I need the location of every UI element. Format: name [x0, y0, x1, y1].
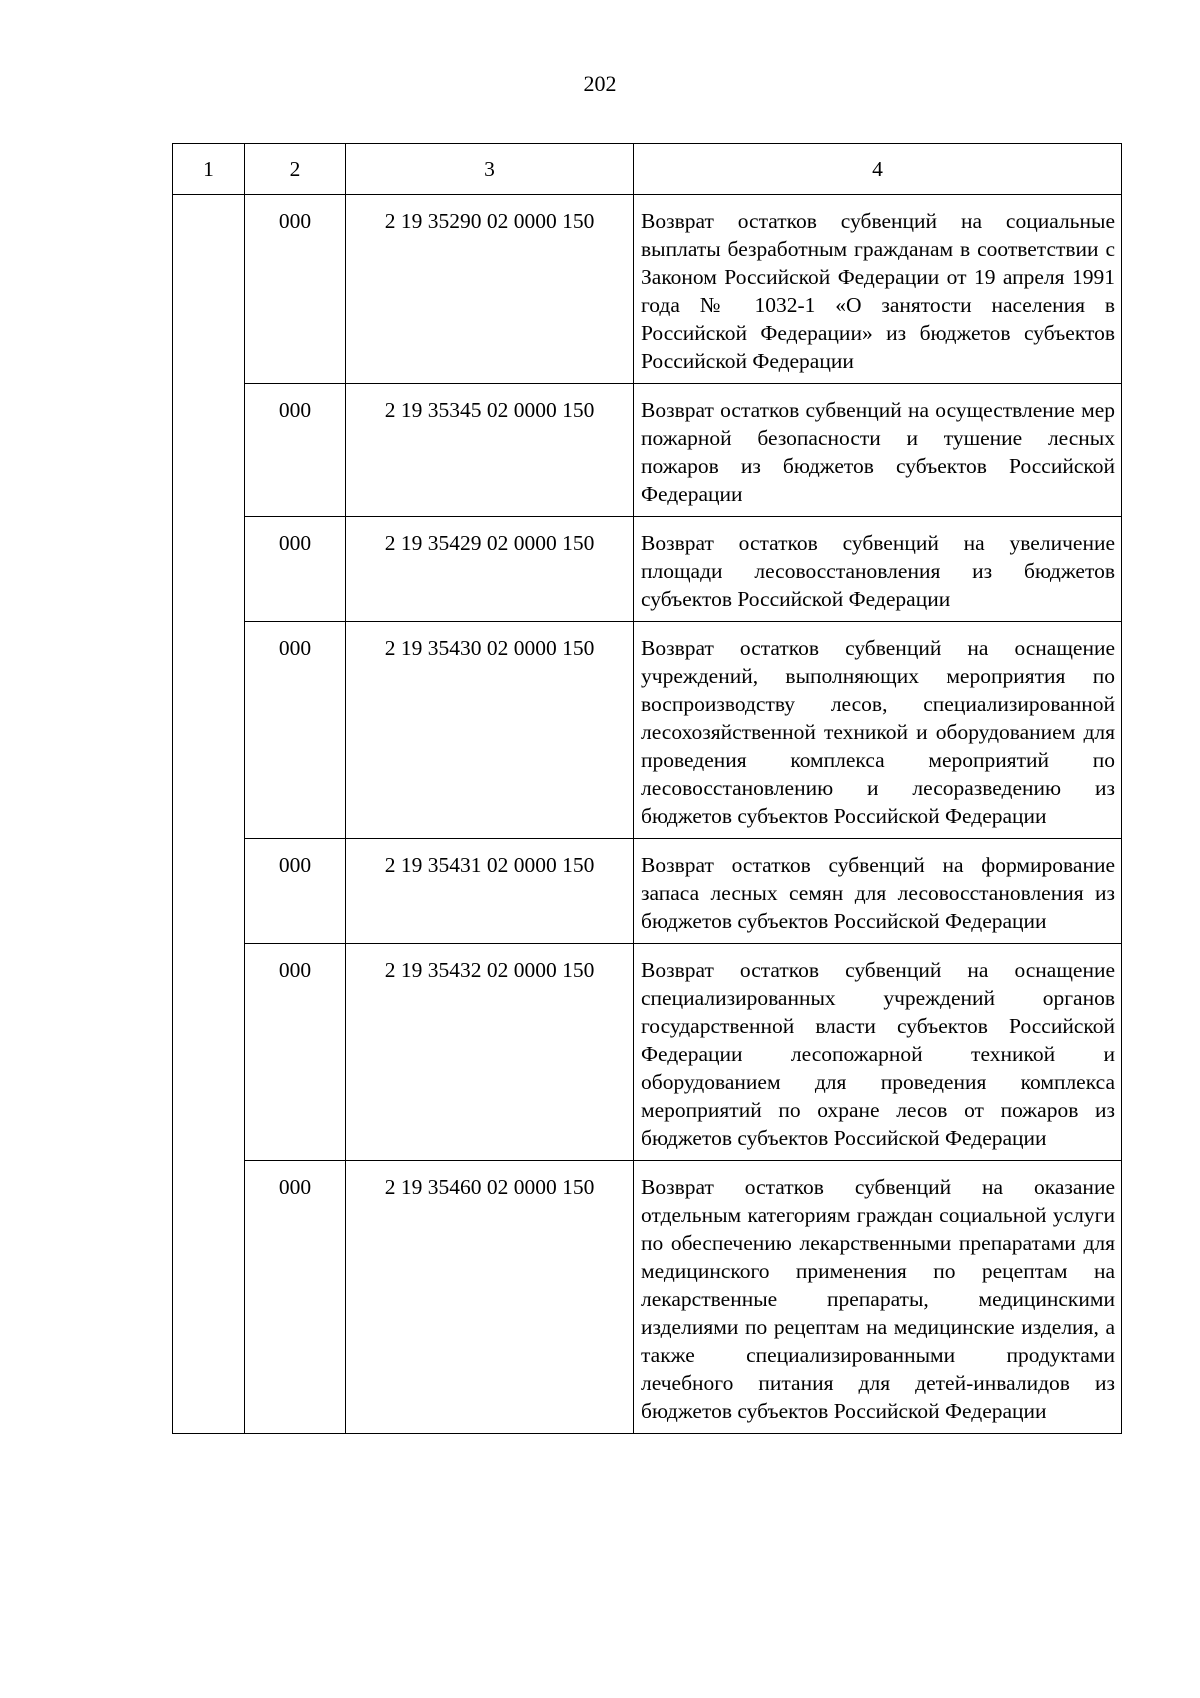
table-row [173, 195, 1122, 384]
table-row [173, 517, 1122, 622]
header-col-2: 2 [245, 144, 346, 195]
description-cell: Возврат остатков субвенций на формирование запаса лесных семян для лесовосстановления из бюджетов субъектов Российской Федерации [634, 839, 1122, 944]
budget-code-cell: 2 19 35432 02 0000 150 [346, 944, 634, 1161]
table-row [173, 839, 1122, 944]
description-cell: Возврат остатков субвенций на осуществление мер пожарной безопасности и тушение лесных пожаров из бюджетов субъектов Российской Федерации [634, 384, 1122, 517]
budget-code-table [172, 143, 1122, 1434]
description-cell: Возврат остатков субвенций на оснащение учреждений, выполняющих мероприятия по воспроизводству лесов, специализированной лесохозяйственной техникой и оборудованием для проведения комплекса мероприятий по лесовосстановлению и лесоразведению из бюджетов субъектов Российской Федерации [634, 622, 1122, 839]
table-row [173, 1161, 1122, 1434]
col-1-merged-cell [173, 195, 245, 1434]
budget-code-cell: 2 19 35460 02 0000 150 [346, 1161, 634, 1434]
admin-code-cell: 000 [245, 384, 346, 517]
budget-code-cell: 2 19 35431 02 0000 150 [346, 839, 634, 944]
admin-code-cell: 000 [245, 839, 346, 944]
budget-code-cell: 2 19 35345 02 0000 150 [346, 384, 634, 517]
budget-code-cell: 2 19 35429 02 0000 150 [346, 517, 634, 622]
budget-code-cell: 2 19 35290 02 0000 150 [346, 195, 634, 384]
table-row [173, 622, 1122, 839]
header-col-4: 4 [634, 144, 1122, 195]
admin-code-cell: 000 [245, 1161, 346, 1434]
description-cell: Возврат остатков субвенций на социальные выплаты безработным гражданам в соответствии с Законом Российской Федерации от 19 апреля 1991 года № 1032-1 «О занятости населения в Российской Федерации» из бюджетов субъектов Российской Федерации [634, 195, 1122, 384]
header-col-3: 3 [346, 144, 634, 195]
description-cell: Возврат остатков субвенций на оказание отдельным категориям граждан социальной услуги по обеспечению лекарственными препаратами для медицинского применения по рецептам на лекарственные препараты, медицинскими изделиями по рецептам на медицинские изделия, а также специализированными продуктами лечебного питания для детей-инвалидов из бюджетов субъектов Российской Федерации [634, 1161, 1122, 1434]
admin-code-cell: 000 [245, 517, 346, 622]
description-cell: Возврат остатков субвенций на оснащение специализированных учреждений органов государственной власти субъектов Российской Федерации лесопожарной техникой и оборудованием для проведения комплекса мероприятий по охране лесов от пожаров из бюджетов субъектов Российской Федерации [634, 944, 1122, 1161]
budget-code-cell: 2 19 35430 02 0000 150 [346, 622, 634, 839]
page-number: 202 [583, 71, 617, 96]
table-row [173, 944, 1122, 1161]
description-cell: Возврат остатков субвенций на увеличение площади лесовосстановления из бюджетов субъектов Российской Федерации [634, 517, 1122, 622]
table-row [173, 384, 1122, 517]
header-col-1: 1 [173, 144, 245, 195]
table-header-row [173, 144, 1122, 195]
admin-code-cell: 000 [245, 195, 346, 384]
admin-code-cell: 000 [245, 622, 346, 839]
admin-code-cell: 000 [245, 944, 346, 1161]
